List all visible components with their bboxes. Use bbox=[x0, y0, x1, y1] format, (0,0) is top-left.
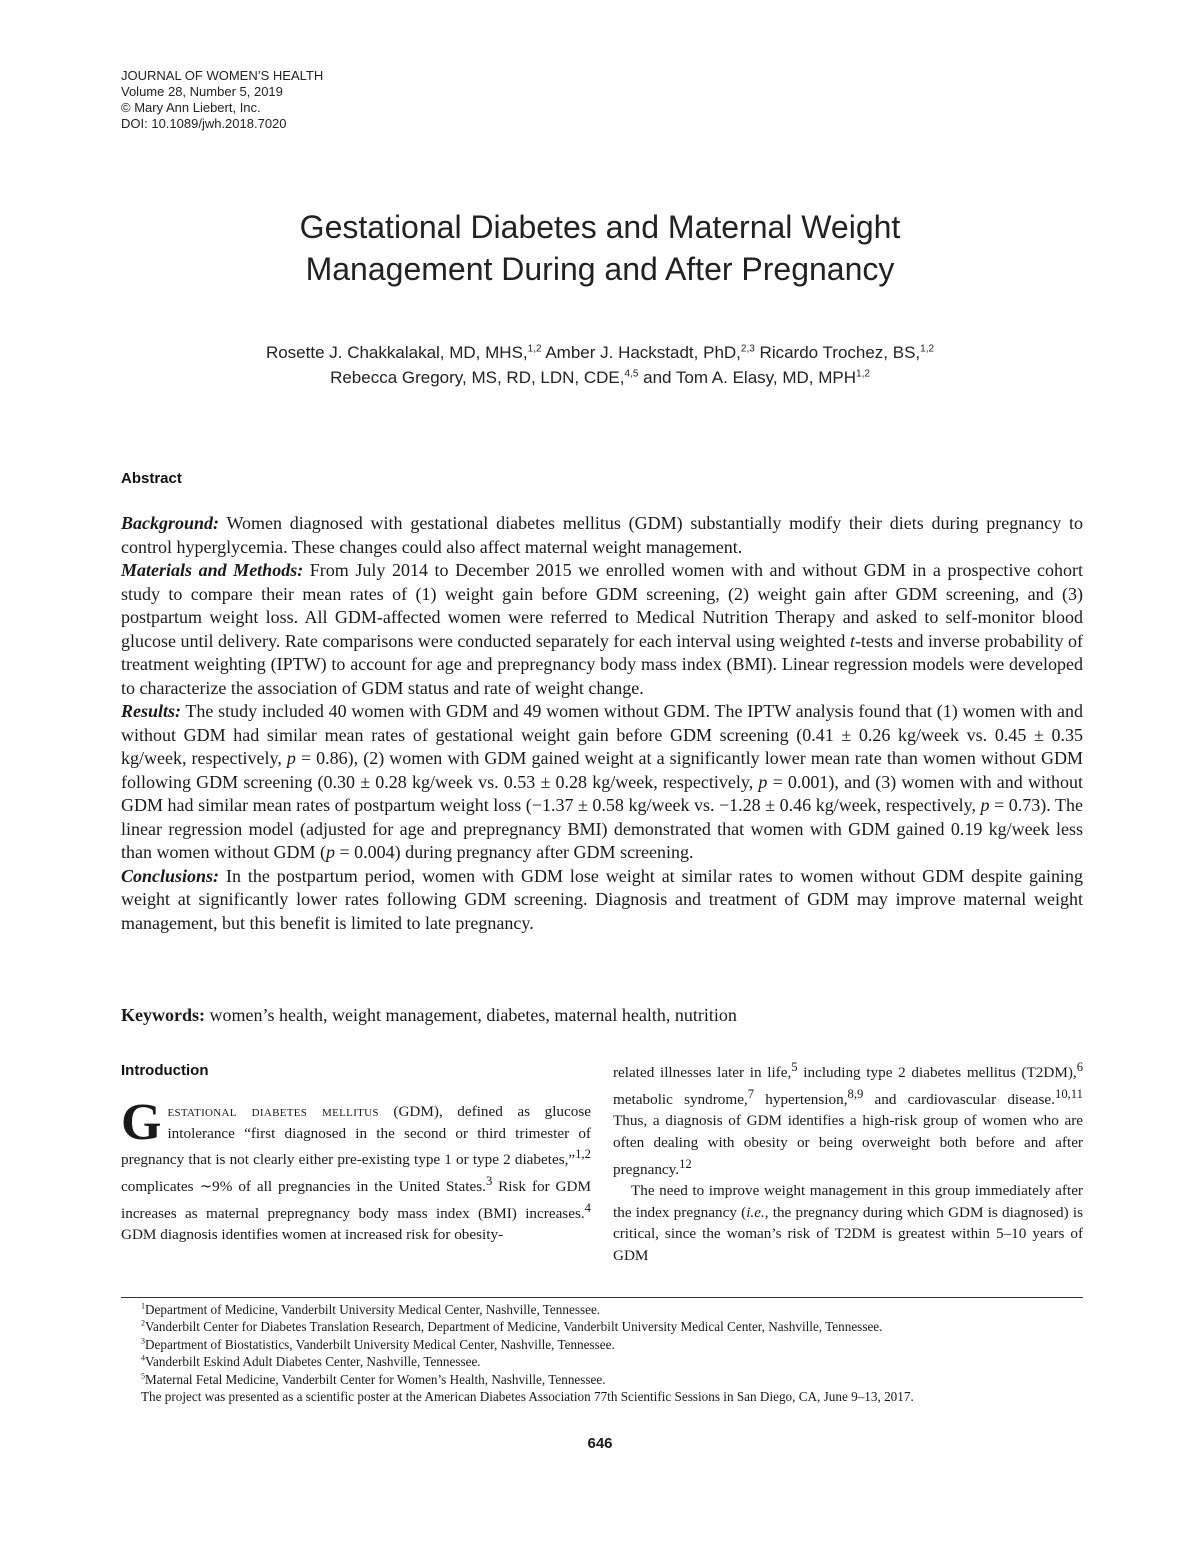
author-list bbox=[0, 340, 1200, 390]
abstract-methods bbox=[121, 559, 1083, 700]
intro-paragraph bbox=[613, 1180, 1083, 1266]
citation: 7 bbox=[747, 1086, 755, 1101]
citation: 1,2 bbox=[575, 1147, 591, 1162]
intro-text: including type 2 diabetes mellitus (T2DM), bbox=[797, 1064, 1077, 1082]
journal-copyright: © Mary Ann Liebert, Inc. bbox=[121, 100, 261, 115]
drop-cap: G bbox=[121, 1094, 162, 1151]
citation: 12 bbox=[679, 1156, 692, 1171]
introduction-heading: Introduction bbox=[121, 1062, 209, 1079]
affiliation-marker: 2,3 bbox=[740, 343, 755, 355]
affiliation-marker: 1,2 bbox=[920, 343, 935, 355]
results-text: The study included 40 women with GDM and 49 women without GDM. The IPTW analysis found that (1) women with and without GDM had similar mean rates of gestational weight gain before GDM screening (0.41 ± 0.26 kg/week vs. 0.45 ± 0.35 kg/week, respectively, bbox=[121, 701, 1083, 768]
footnotes bbox=[121, 1301, 1083, 1405]
intro-text: Risk for GDM increases as maternal prepregnancy body mass index (BMI) increases. bbox=[121, 1177, 591, 1222]
intro-text: metabolic syndrome, bbox=[613, 1090, 748, 1108]
article-title bbox=[0, 206, 1200, 290]
title-line-1: Gestational Diabetes and Maternal Weight bbox=[299, 209, 901, 245]
citation: 8,9 bbox=[847, 1086, 864, 1101]
footnote bbox=[121, 1318, 1083, 1335]
keywords-text: women’s health, weight management, diabetes, maternal health, nutrition bbox=[205, 1005, 737, 1025]
footnote-marker: 1 bbox=[141, 1301, 145, 1311]
intro-text: complicates ∼9% of all pregnancies in the United States. bbox=[121, 1177, 486, 1195]
footnote bbox=[121, 1301, 1083, 1318]
intro-text: and cardiovascular disease. bbox=[863, 1090, 1055, 1108]
methods-label: Materials and Methods: bbox=[121, 560, 304, 580]
footnote-text: Department of Medicine, Vanderbilt University Medical Center, Nashville, Tennessee. bbox=[145, 1302, 601, 1317]
affiliation-marker: 1,2 bbox=[856, 368, 870, 380]
p-symbol: p bbox=[980, 795, 990, 815]
p-symbol: p bbox=[758, 771, 768, 792]
methods-text: From July 2014 to December 2015 we enrolled women with and without GDM in a prospective cohort study to compare their mean rates of (1) weight gain before GDM screening, (2) weight gain after GDM screening, and (3) postpartum weight loss. All GDM-affected women were referred to Medical Nutrition Therapy and asked to self-monitor blood glucose until delivery. Rate comparisons were conducted separately for each interval using weighted bbox=[121, 560, 1083, 651]
footnote-marker: 5 bbox=[141, 1371, 145, 1381]
author-name: Amber J. Hackstadt, PhD, bbox=[541, 343, 741, 362]
intro-text: GDM diagnosis identifies women at increased risk for obesity- bbox=[121, 1226, 504, 1244]
intro-text: , the pregnancy during which GDM is diagnosed) is critical, since the woman’s risk of T2DM is greatest within 5–10 years of GDM bbox=[613, 1203, 1083, 1264]
background-text: Women diagnosed with gestational diabetes mellitus (GDM) substantially modify their diets during pregnancy to control hyperglycemia. These changes could also affect maternal weight management. bbox=[121, 513, 1083, 557]
conclusions-text: In the postpartum period, women with GDM lose weight at similar rates to women without GDM despite gaining weight at significantly lower rates following GDM screening. Diagnosis and treatment of GDM may improve maternal weight management, but this benefit is limited to late pregnancy. bbox=[121, 865, 1083, 933]
citation: 5 bbox=[791, 1060, 798, 1074]
citation: 6 bbox=[1076, 1060, 1084, 1074]
footnote-marker: 2 bbox=[141, 1319, 145, 1329]
footnote bbox=[121, 1388, 1083, 1405]
journal-doi: DOI: 10.1089/jwh.2018.7020 bbox=[121, 116, 287, 131]
results-text: = 0.86), (2) women with GDM gained weight at a significantly lower mean rate than women without GDM following GDM screening (0.30 ± 0.28 kg/week vs. 0.53 ± 0.28 kg/week, respectively, bbox=[121, 748, 1083, 792]
footnote-divider bbox=[121, 1297, 1083, 1298]
footnote-text: Maternal Fetal Medicine, Vanderbilt Center for Women’s Health, Nashville, Tennessee. bbox=[145, 1371, 606, 1387]
footnote bbox=[121, 1336, 1083, 1353]
affiliation-marker: 4,5 bbox=[624, 368, 639, 380]
abstract-conclusions bbox=[121, 865, 1083, 936]
intro-text: (GDM), defined as glucose intolerance “first diagnosed in the second or third trimester of pregnancy that is not clearly either pre-existing type 1 or type 2 diabetes,” bbox=[121, 1103, 591, 1169]
methods-text: -tests and inverse probability of treatment weighting (IPTW) to account for age and prepregnancy body mass index (BMI). Linear regression models were developed to characterize the association of GDM status and rate of weight change. bbox=[121, 630, 1084, 698]
intro-text: The need to improve weight management in this group immediately after the index pregnancy ( bbox=[613, 1182, 1083, 1221]
citation: 3 bbox=[485, 1173, 493, 1188]
abstract-heading: Abstract bbox=[121, 470, 182, 487]
page-number: 646 bbox=[587, 1435, 613, 1452]
results-text: = 0.73). The linear regression model (adjusted for age and prepregnancy BMI) demonstrated that women with GDM gained 0.19 kg/week less than women without GDM ( bbox=[121, 795, 1083, 862]
authors-line-2 bbox=[0, 365, 1200, 390]
author-name: Ricardo Trochez, BS, bbox=[754, 343, 921, 362]
abstract-body bbox=[121, 512, 1083, 935]
results-text: = 0.004) during pregnancy after GDM screening. bbox=[334, 842, 694, 862]
journal-volume: Volume 28, Number 5, 2019 bbox=[121, 84, 283, 99]
author-name: Rosette J. Chakkalakal, MD, MHS, bbox=[265, 343, 528, 362]
keywords-label: Keywords: bbox=[121, 1005, 205, 1025]
footnote-marker: 3 bbox=[141, 1336, 145, 1346]
results-text: = 0.001), and (3) women with and without GDM had similar mean rates of postpartum weight loss (−1.37 ± 0.58 kg/week vs. −1.28 ± 0.46 kg/week, respectively, bbox=[121, 771, 1083, 815]
intro-column-left bbox=[121, 1094, 591, 1246]
smallcaps-term: estational diabetes mellitus bbox=[167, 1103, 379, 1120]
authors-line-1 bbox=[0, 340, 1200, 365]
citation: 4 bbox=[584, 1200, 591, 1215]
author-name: Rebecca Gregory, MS, RD, LDN, CDE, bbox=[330, 368, 625, 387]
conclusions-label: Conclusions: bbox=[121, 865, 220, 886]
affiliation-marker: 1,2 bbox=[527, 343, 542, 355]
intro-paragraph bbox=[121, 1094, 591, 1246]
intro-text: hypertension, bbox=[754, 1090, 848, 1108]
journal-name: JOURNAL OF WOMEN’S HEALTH bbox=[121, 68, 324, 83]
abstract-background bbox=[121, 512, 1083, 559]
footnote bbox=[121, 1353, 1083, 1370]
footnote-text: The project was presented as a scientific poster at the American Diabetes Association 77th Scientific Sessions in San Diego, CA, June 9–13, 2017. bbox=[141, 1389, 914, 1405]
footnote-text: Vanderbilt Eskind Adult Diabetes Center, Nashville, Tennessee. bbox=[145, 1354, 481, 1370]
background-label: Background: bbox=[121, 513, 220, 533]
footnote bbox=[121, 1371, 1083, 1388]
footnote-marker: 4 bbox=[141, 1353, 145, 1363]
footnote-text: Department of Biostatistics, Vanderbilt University Medical Center, Nashville, Tennessee. bbox=[145, 1336, 615, 1352]
intro-column-right bbox=[613, 1057, 1083, 1267]
intro-text: Thus, a diagnosis of GDM identifies a high-risk group of women who are often dealing with obesity or being overweight both before and after pregnancy. bbox=[613, 1112, 1083, 1178]
keywords bbox=[121, 1004, 1083, 1027]
results-label: Results: bbox=[121, 701, 182, 721]
title-line-2: Management During and After Pregnancy bbox=[305, 251, 895, 287]
intro-text: related illnesses later in life, bbox=[613, 1064, 792, 1082]
t-symbol: t bbox=[849, 630, 855, 651]
journal-header bbox=[121, 68, 323, 132]
citation: 10,11 bbox=[1054, 1086, 1083, 1101]
ie-abbrev: i.e. bbox=[746, 1203, 765, 1221]
intro-paragraph bbox=[613, 1057, 1083, 1180]
footnote-text: Vanderbilt Center for Diabetes Translation Research, Department of Medicine, Vanderbilt University Medical Center, Nashville, Tennessee. bbox=[145, 1319, 883, 1335]
author-name: and Tom A. Elasy, MD, MPH bbox=[638, 368, 857, 387]
abstract-results bbox=[121, 700, 1083, 865]
p-symbol: p bbox=[325, 842, 335, 862]
p-symbol: p bbox=[286, 748, 296, 768]
